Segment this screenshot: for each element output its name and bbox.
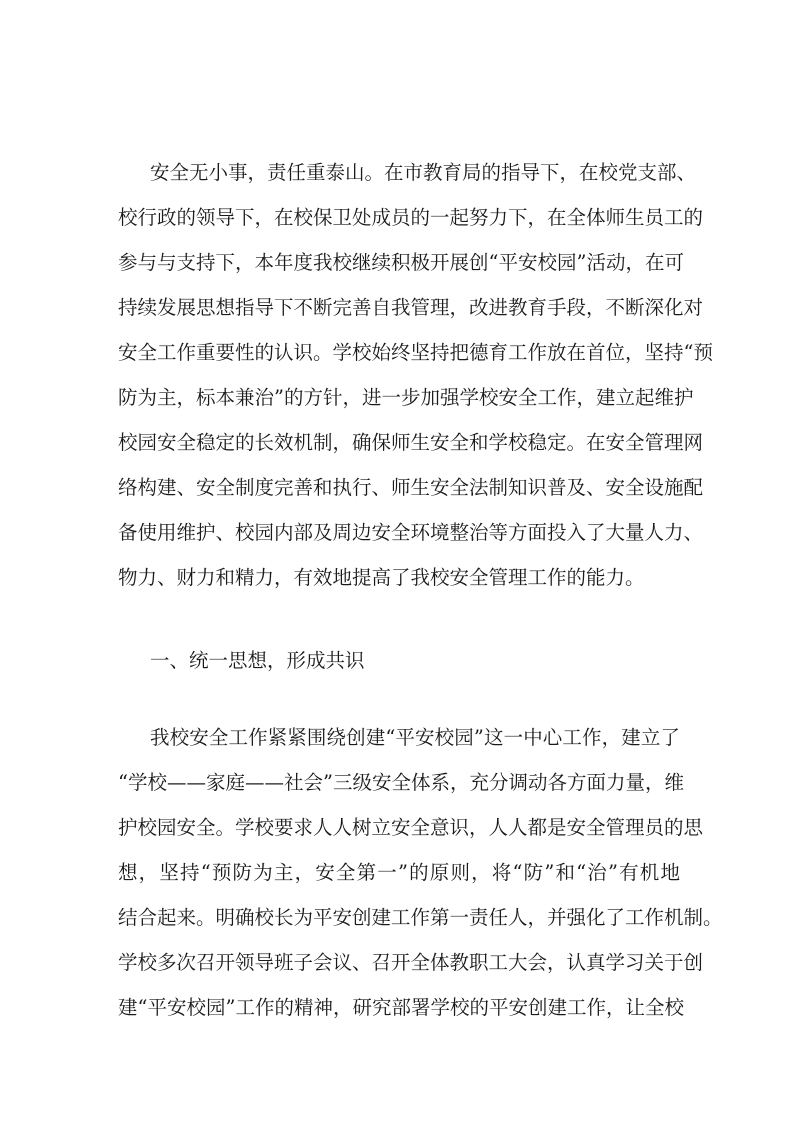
text-line: 持续发展思想指导下不断完善自我管理，改进教育手段，不断深化对 — [118, 296, 704, 319]
text-line: 我校安全工作紧紧围绕创建“平安校园”这一中心工作，建立了 — [150, 726, 680, 749]
text-line: 校园安全稳定的长效机制，确保师生安全和学校稳定。在安全管理网 — [118, 431, 704, 454]
text-line: 校行政的领导下，在校保卫处成员的一起努力下，在全体师生员工的 — [118, 206, 704, 229]
text-line: “学校——家庭——社会”三级安全体系，充分调动各方面力量，维 — [118, 771, 684, 794]
text-line: 防为主，标本兼治”的方针，进一步加强学校安全工作，建立起维护 — [118, 386, 694, 409]
section-heading: 一、统一思想，形成共识 — [150, 649, 365, 672]
text-line: 安全工作重要性的认识。学校始终坚持把德育工作放在首位，坚持“预 — [118, 341, 713, 364]
text-line: 结合起来。明确校长为平安创建工作第一责任人，并强化了工作机制。 — [118, 906, 723, 929]
text-line: 络构建、安全制度完善和执行、师生安全法制知识普及、安全设施配 — [118, 476, 704, 499]
text-line: 物力、财力和精力，有效地提高了我校安全管理工作的能力。 — [118, 566, 645, 589]
text-line: 学校多次召开领导班子会议、召开全体教职工大会，认真学习关于创 — [118, 951, 704, 974]
text-line: 建“平安校园”工作的精神，研究部署学校的平安创建工作，让全校 — [118, 996, 684, 1019]
text-line: 护校园安全。学校要求人人树立安全意识，人人都是安全管理员的思 — [118, 816, 704, 839]
text-line: 参与与支持下，本年度我校继续积极开展创“平安校园”活动，在可 — [118, 251, 684, 274]
text-line: 安全无小事，责任重泰山。在市教育局的指导下，在校党支部、 — [150, 161, 697, 184]
text-line: 想，坚持“预防为主，安全第一”的原则，将“防”和“治”有机地 — [118, 861, 680, 884]
text-line: 备使用维护、校园内部及周边安全环境整治等方面投入了大量人力、 — [118, 521, 704, 544]
